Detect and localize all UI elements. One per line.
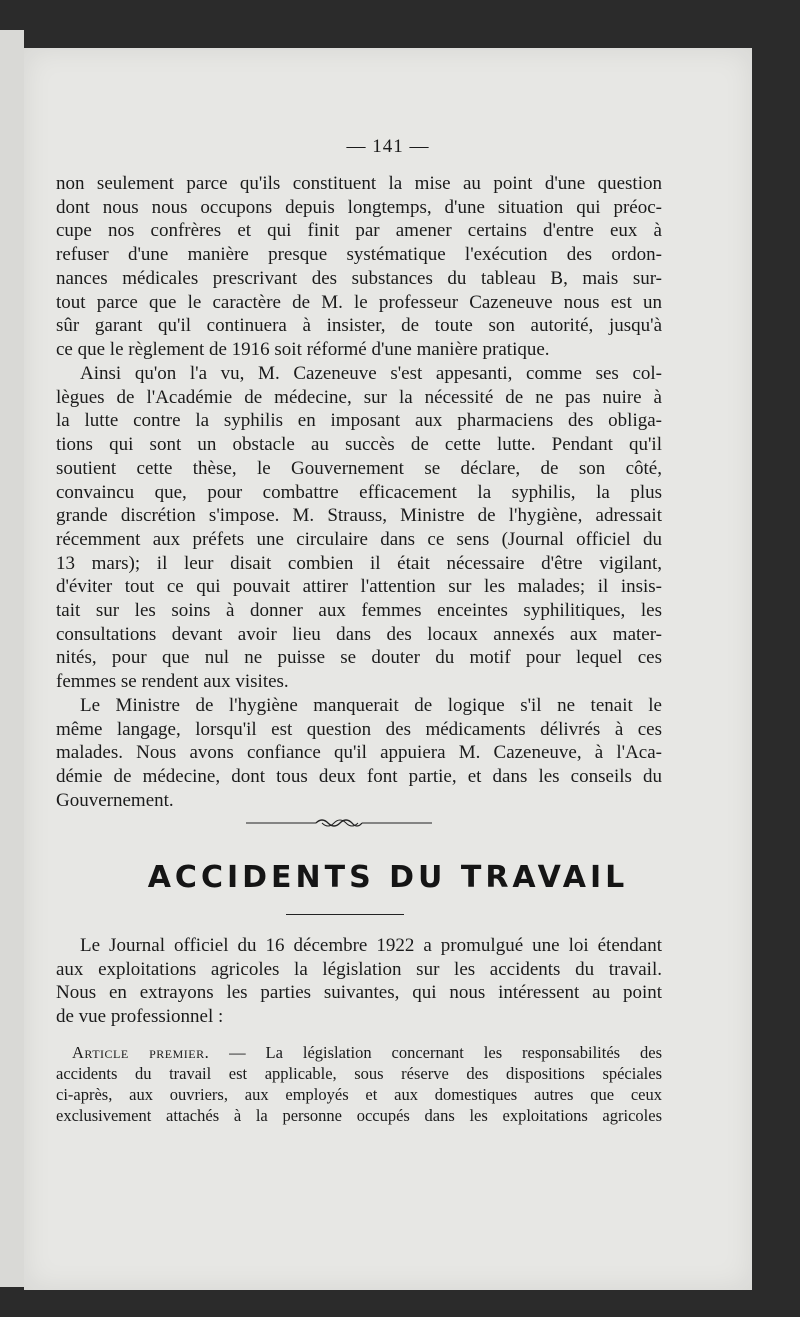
text-line: Le Journal officiel du 16 décembre 1922 a promulgué une loi étendant	[80, 935, 662, 956]
text-line: refuser d'une manière presque systématique l'exécution des ordon-	[56, 244, 662, 266]
text-line: aux exploitations agricoles la législation sur les accidents du travail.	[56, 958, 662, 980]
text-line: consultations devant avoir lieu dans des locaux annexés aux mater-	[56, 623, 662, 645]
text-line: ce que le règlement de 1916 soit réformé d'une manière pratique.	[56, 338, 550, 360]
section-heading: ACCIDENTS DU TRAVAIL	[147, 860, 629, 895]
article-label: Article premier.	[72, 1043, 210, 1062]
text-line: dont nous nous occupons depuis longtemps, d'une situation qui préoc-	[56, 196, 662, 218]
text-line: cupe nos confrères et qui finit par amener certains d'entre eux à	[56, 220, 662, 242]
paragraph-3	[56, 694, 662, 813]
text-line: tout parce que le caractère de M. le professeur Cazeneuve nous est un	[56, 291, 662, 313]
text-line: démie de médecine, dont tous deux font partie, et dans les conseils du	[56, 766, 662, 788]
text-line: non seulement parce qu'ils constituent la mise au point d'une question	[56, 173, 662, 194]
text-line: ci-après, aux ouvriers, aux employés et aux domestiques autres que ceux	[56, 1085, 662, 1104]
text-line: Le Ministre de l'hygiène manquerait de logique s'il ne tenait le	[80, 695, 662, 716]
text-line: femmes se rendent aux visites.	[56, 671, 289, 693]
text-line: Gouvernement.	[56, 789, 174, 811]
text-line: de vue professionnel :	[56, 1006, 224, 1028]
text-line: lègues de l'Académie de médecine, sur la nécessité de ne pas nuire à	[56, 386, 662, 408]
text-line: nités, pour que nul ne puisse se douter du motif pour lequel ces	[56, 647, 662, 669]
text-line: sûr garant qu'il continuera à insister, de toute son autorité, jusqu'à	[56, 315, 662, 337]
text-line: tait sur les soins à donner aux femmes enceintes syphilitiques, les	[56, 600, 662, 622]
text-line: récemment aux préfets une circulaire dans ce sens (Journal officiel du	[56, 528, 662, 550]
text-line: la lutte contre la syphilis en imposant aux pharmaciens des obliga-	[56, 410, 662, 432]
text-line: Ainsi qu'on l'a vu, M. Cazeneuve s'est appesanti, comme ses col-	[80, 363, 662, 384]
text-line: exclusivement attachés à la personne occupés dans les exploitations agricoles	[56, 1106, 662, 1125]
text-line: Nous en extrayons les parties suivantes, qui nous intéressent au point	[56, 982, 662, 1004]
article-text: — La législation concernant les responsabilités des	[209, 1043, 662, 1062]
text-line: soutient cette thèse, le Gouvernement se déclare, de son côté,	[56, 457, 662, 479]
ornament-divider-icon	[246, 816, 432, 830]
paragraph-2	[56, 362, 662, 694]
text-line: nances médicales prescrivant des substances du tableau B, mais sur-	[56, 267, 662, 289]
text-line: accidents du travail est applicable, sous réserve des dispositions spéciales	[56, 1064, 662, 1083]
book-page	[24, 48, 752, 1290]
paragraph-1	[56, 172, 662, 362]
text-line	[56, 1042, 662, 1063]
adjacent-page-edge	[0, 30, 24, 1287]
text-line: convaincu que, pour combattre efficacement la syphilis, la plus	[56, 481, 662, 503]
intro-paragraph	[56, 934, 662, 1029]
page-number: — 141 —	[346, 136, 430, 157]
text-line: même langage, lorsqu'il est question des médicaments délivrés à ces	[56, 718, 662, 740]
text-line: tions qui sont un obstacle au succès de cette lutte. Pendant qu'il	[56, 434, 662, 456]
text-line: grande discrétion s'impose. M. Strauss, Ministre de l'hygiène, adressait	[56, 505, 662, 527]
text-line: 13 mars); il leur disait combien il était nécessaire d'être vigilant,	[56, 552, 662, 574]
text-line: d'éviter tout ce qui pouvait attirer l'attention sur les malades; il insis-	[56, 576, 662, 598]
article-paragraph	[56, 1042, 662, 1126]
heading-rule	[286, 914, 404, 915]
text-line: malades. Nous avons confiance qu'il appuiera M. Cazeneuve, à l'Aca-	[56, 742, 662, 764]
